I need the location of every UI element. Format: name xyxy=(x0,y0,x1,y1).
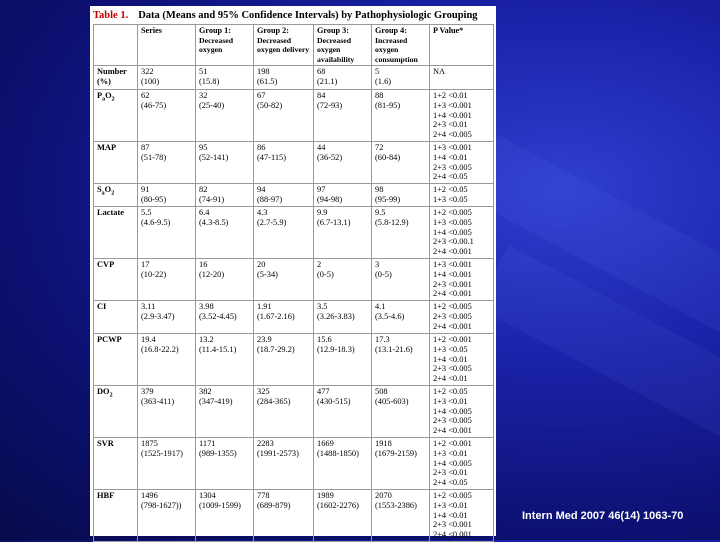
cell-confidence-interval: (12.9-18.3) xyxy=(317,344,355,354)
cell-confidence-interval: (989-1355) xyxy=(199,448,237,458)
table-row xyxy=(94,184,494,207)
column-header-subtitle: Decreased oxygen xyxy=(199,35,234,55)
cell-mean: 1496 xyxy=(141,491,158,501)
column-header-name: Series xyxy=(141,26,162,35)
cell-mean: 51 xyxy=(199,67,208,77)
row-label: $S_aO_2$ xyxy=(94,184,138,207)
p-value: 2+4 <0.005 xyxy=(433,129,472,139)
cell-confidence-interval: (1.6) xyxy=(375,76,392,86)
cell-confidence-interval: (3.52-4.45) xyxy=(199,311,237,321)
p-value-cell xyxy=(430,438,494,490)
cell-confidence-interval: (798-1627)) xyxy=(141,500,182,510)
column-header xyxy=(314,25,372,66)
p-value: 1+2 <0.005 xyxy=(433,491,472,501)
p-value: 1+3 <0.001 xyxy=(433,100,472,110)
p-value: 1+3 <0.01 xyxy=(433,396,468,406)
column-header xyxy=(430,25,494,66)
cell-confidence-interval: (25-40) xyxy=(199,100,225,110)
cell-mean: 91 xyxy=(141,185,150,195)
cell-mean: 98 xyxy=(375,185,384,195)
cell-mean: 87 xyxy=(141,143,150,153)
cell-mean: 379 xyxy=(141,387,154,397)
cell-mean: 9.9 xyxy=(317,208,328,218)
cell-confidence-interval: (88-97) xyxy=(257,194,283,204)
p-value: 1+3 <0.005 xyxy=(433,217,472,227)
column-header xyxy=(254,25,314,66)
row-label: $P_aO_2$ xyxy=(94,90,138,142)
table-cell xyxy=(372,386,430,438)
p-value: 1+2 <0.05 xyxy=(433,387,468,397)
cell-confidence-interval: (347-419) xyxy=(199,396,233,406)
cell-confidence-interval: (1991-2573) xyxy=(257,448,299,458)
p-value: 1+4 <0.01 xyxy=(433,152,468,162)
table-cell xyxy=(314,90,372,142)
cell-confidence-interval: (1525-1917) xyxy=(141,448,183,458)
cell-confidence-interval: (3.26-3.83) xyxy=(317,311,355,321)
cell-mean: 2 xyxy=(317,260,322,270)
table-row xyxy=(94,66,494,90)
p-value: 2+3 <0.005 xyxy=(433,364,472,374)
table-cell xyxy=(138,66,196,90)
p-value: 2+4 <0.05 xyxy=(433,172,468,182)
cell-mean: 4.3 xyxy=(257,208,268,218)
p-value-cell xyxy=(430,386,494,438)
row-label: $DO_2$ xyxy=(94,386,138,438)
table-cell xyxy=(372,90,430,142)
cell-mean: 508 xyxy=(375,387,388,397)
table-cell xyxy=(138,490,196,542)
column-header-subtitle: Increased oxygen consumption xyxy=(375,35,418,64)
p-value: 1+2 <0.05 xyxy=(433,185,468,195)
row-label: MAP xyxy=(94,142,138,184)
p-value: 1+3 <0.01 xyxy=(433,500,468,510)
table-cell xyxy=(196,90,254,142)
cell-confidence-interval: (0-5) xyxy=(375,269,392,279)
table-cell xyxy=(196,142,254,184)
table-cell xyxy=(138,207,196,259)
p-value-cell xyxy=(430,207,494,259)
table-cell xyxy=(196,184,254,207)
column-header xyxy=(138,25,196,66)
p-value: 1+2 <0.005 xyxy=(433,208,472,218)
p-value: 1+3 <0.05 xyxy=(433,194,468,204)
cell-confidence-interval: (6.7-13.1) xyxy=(317,217,351,227)
cell-mean: 477 xyxy=(317,387,330,397)
cell-confidence-interval: (16.8-22.2) xyxy=(141,344,179,354)
cell-confidence-interval: (3.5-4.6) xyxy=(375,311,405,321)
cell-confidence-interval: (689-879) xyxy=(257,500,291,510)
table-cell xyxy=(254,490,314,542)
cell-mean: 32 xyxy=(199,91,208,101)
p-value: NA xyxy=(433,67,446,77)
table-cell xyxy=(372,259,430,301)
p-value: 1+2 <0.005 xyxy=(433,302,472,312)
table-cell xyxy=(314,207,372,259)
cell-mean: 1171 xyxy=(199,439,216,449)
table-cell xyxy=(314,142,372,184)
cell-mean: 19.4 xyxy=(141,335,156,345)
table-row xyxy=(94,438,494,490)
p-value-cell xyxy=(430,259,494,301)
table-number: Table 1. xyxy=(93,10,129,21)
table-row xyxy=(94,90,494,142)
cell-mean: 23.9 xyxy=(257,335,272,345)
p-value: 1+3 <0.01 xyxy=(433,448,468,458)
cell-confidence-interval: (36-52) xyxy=(317,152,343,162)
p-value: 2+4 <0.05 xyxy=(433,477,468,487)
table-cell xyxy=(314,301,372,334)
cell-confidence-interval: (1602-2276) xyxy=(317,500,359,510)
p-value: 1+2 <0.001 xyxy=(433,335,472,345)
cell-mean: 5 xyxy=(375,67,380,77)
cell-mean: 1669 xyxy=(317,439,334,449)
data-table xyxy=(93,24,494,542)
table-cell xyxy=(314,334,372,386)
cell-confidence-interval: (95-99) xyxy=(375,194,401,204)
table-cell xyxy=(196,438,254,490)
table-cell xyxy=(254,334,314,386)
cell-mean: 3 xyxy=(375,260,380,270)
column-header xyxy=(196,25,254,66)
cell-confidence-interval: (18.7-29.2) xyxy=(257,344,295,354)
table-cell xyxy=(138,184,196,207)
cell-mean: 62 xyxy=(141,91,150,101)
column-header xyxy=(94,25,138,66)
table-cell xyxy=(196,259,254,301)
column-header-subtitle: Decreased oxygen availability xyxy=(317,35,355,64)
table-cell xyxy=(138,438,196,490)
cell-mean: 15.6 xyxy=(317,335,332,345)
p-value-cell xyxy=(430,90,494,142)
citation: Intern Med 2007 46(14) 1063-70 xyxy=(522,510,684,522)
table-row xyxy=(94,386,494,438)
p-value: 1+2 <0.01 xyxy=(433,91,468,101)
cell-mean: 67 xyxy=(257,91,266,101)
cell-confidence-interval: (74-91) xyxy=(199,194,225,204)
p-value: 1+4 <0.005 xyxy=(433,227,472,237)
p-value: 2+3 <0.00.1 xyxy=(433,237,474,247)
cell-confidence-interval: (4.3-8.5) xyxy=(199,217,229,227)
p-value: 1+3 <0.05 xyxy=(433,344,468,354)
table-row xyxy=(94,334,494,386)
column-header-name: Group 3: xyxy=(317,26,349,35)
table-caption xyxy=(93,10,493,21)
cell-mean: 382 xyxy=(199,387,212,397)
cell-mean: 84 xyxy=(317,91,326,101)
cell-mean: 5.5 xyxy=(141,208,152,218)
table-row xyxy=(94,142,494,184)
p-value: 2+3 <0.005 xyxy=(433,162,472,172)
table-cell xyxy=(138,334,196,386)
cell-mean: 13.2 xyxy=(199,335,214,345)
p-value-cell xyxy=(430,334,494,386)
row-label: Number (%) xyxy=(94,66,138,90)
table-row xyxy=(94,301,494,334)
column-header-name: Group 1: xyxy=(199,26,231,35)
row-label: SVR xyxy=(94,438,138,490)
p-value-cell xyxy=(430,142,494,184)
table-cell xyxy=(196,490,254,542)
cell-mean: 322 xyxy=(141,67,154,77)
cell-confidence-interval: (10-22) xyxy=(141,269,167,279)
cell-mean: 198 xyxy=(257,67,270,77)
cell-confidence-interval: (1.67-2.16) xyxy=(257,311,295,321)
table-cell xyxy=(138,301,196,334)
table-cell xyxy=(138,142,196,184)
p-value: 2+3 <0.001 xyxy=(433,520,472,530)
p-value: 2+4 <0.001 xyxy=(433,289,472,299)
cell-confidence-interval: (2.7-5.9) xyxy=(257,217,287,227)
table-cell xyxy=(196,334,254,386)
cell-confidence-interval: (284-365) xyxy=(257,396,291,406)
column-header xyxy=(372,25,430,66)
column-header-name: P Value* xyxy=(433,26,464,35)
cell-confidence-interval: (1553-2386) xyxy=(375,500,417,510)
p-value: 2+3 <0.01 xyxy=(433,120,468,130)
cell-confidence-interval: (12-20) xyxy=(199,269,225,279)
table-cell xyxy=(196,386,254,438)
cell-mean: 16 xyxy=(199,260,208,270)
table-cell xyxy=(372,438,430,490)
table-cell xyxy=(254,386,314,438)
p-value: 2+4 <0.001 xyxy=(433,321,472,331)
cell-mean: 778 xyxy=(257,491,270,501)
cell-mean: 1989 xyxy=(317,491,334,501)
table-cell xyxy=(254,259,314,301)
cell-confidence-interval: (60-84) xyxy=(375,152,401,162)
cell-confidence-interval: (0-5) xyxy=(317,269,334,279)
cell-confidence-interval: (15.8) xyxy=(199,76,220,86)
cell-confidence-interval: (11.4-15.1) xyxy=(199,344,237,354)
p-value: 2+4 <0.001 xyxy=(433,246,472,256)
table-cell xyxy=(314,66,372,90)
cell-mean: 94 xyxy=(257,185,266,195)
cell-mean: 95 xyxy=(199,143,208,153)
p-value-cell xyxy=(430,66,494,90)
table-cell xyxy=(196,301,254,334)
row-label: PCWP xyxy=(94,334,138,386)
cell-mean: 2070 xyxy=(375,491,392,501)
cell-confidence-interval: (4.6-9.5) xyxy=(141,217,171,227)
table-cell xyxy=(254,207,314,259)
cell-mean: 72 xyxy=(375,143,384,153)
p-value: 2+3 <0.001 xyxy=(433,279,472,289)
table-cell xyxy=(254,438,314,490)
p-value: 1+4 <0.001 xyxy=(433,269,472,279)
p-value: 2+3 <0.005 xyxy=(433,311,472,321)
p-value: 1+2 <0.001 xyxy=(433,439,472,449)
cell-mean: 4.1 xyxy=(375,302,386,312)
row-label: CI xyxy=(94,301,138,334)
table-cell xyxy=(254,301,314,334)
table-cell xyxy=(138,386,196,438)
table-cell xyxy=(138,90,196,142)
cell-confidence-interval: (405-603) xyxy=(375,396,409,406)
table-cell xyxy=(314,386,372,438)
cell-mean: 17.3 xyxy=(375,335,390,345)
table-cell xyxy=(138,259,196,301)
p-value: 1+4 <0.01 xyxy=(433,510,468,520)
cell-confidence-interval: (51-78) xyxy=(141,152,167,162)
cell-mean: 9.5 xyxy=(375,208,386,218)
header-row xyxy=(94,25,494,66)
table-cell xyxy=(372,490,430,542)
column-header-name: Group 2: xyxy=(257,26,289,35)
table-cell xyxy=(372,184,430,207)
cell-mean: 3.11 xyxy=(141,302,156,312)
p-value-cell xyxy=(430,301,494,334)
table-cell xyxy=(254,142,314,184)
cell-mean: 86 xyxy=(257,143,266,153)
cell-confidence-interval: (47-115) xyxy=(257,152,286,162)
cell-confidence-interval: (1488-1850) xyxy=(317,448,359,458)
cell-mean: 44 xyxy=(317,143,326,153)
p-value: 1+4 <0.01 xyxy=(433,354,468,364)
cell-mean: 1.91 xyxy=(257,302,272,312)
table-title: Data (Means and 95% Confidence Intervals) by Pathophysiologic Grouping xyxy=(138,10,478,21)
cell-mean: 1875 xyxy=(141,439,158,449)
table-row xyxy=(94,207,494,259)
table-cell xyxy=(314,438,372,490)
cell-confidence-interval: (5.8-12.9) xyxy=(375,217,409,227)
cell-mean: 6.4 xyxy=(199,208,210,218)
cell-mean: 82 xyxy=(199,185,208,195)
cell-mean: 325 xyxy=(257,387,270,397)
cell-mean: 2283 xyxy=(257,439,274,449)
p-value: 2+4 <0.001 xyxy=(433,425,472,435)
cell-mean: 20 xyxy=(257,260,266,270)
cell-confidence-interval: (72-93) xyxy=(317,100,343,110)
cell-mean: 1304 xyxy=(199,491,216,501)
p-value: 1+4 <0.005 xyxy=(433,406,472,416)
p-value: 1+4 <0.005 xyxy=(433,458,472,468)
row-label: CVP xyxy=(94,259,138,301)
table-cell xyxy=(254,184,314,207)
table-cell xyxy=(196,66,254,90)
cell-confidence-interval: (2.9-3.47) xyxy=(141,311,175,321)
p-value: 2+4 <0.01 xyxy=(433,373,468,383)
table-cell xyxy=(196,207,254,259)
column-header-subtitle: Decreased oxygen delivery xyxy=(257,35,310,55)
p-value: 1+3 <0.001 xyxy=(433,260,472,270)
table-cell xyxy=(372,301,430,334)
p-value: 1+4 <0.001 xyxy=(433,110,472,120)
table-cell xyxy=(314,490,372,542)
cell-confidence-interval: (52-141) xyxy=(199,152,229,162)
cell-mean: 1918 xyxy=(375,439,392,449)
table-cell xyxy=(254,90,314,142)
cell-confidence-interval: (21.1) xyxy=(317,76,338,86)
cell-confidence-interval: (5-34) xyxy=(257,269,278,279)
cell-mean: 17 xyxy=(141,260,150,270)
table-cell xyxy=(314,259,372,301)
cell-confidence-interval: (50-82) xyxy=(257,100,283,110)
table-row xyxy=(94,490,494,542)
cell-confidence-interval: (81-95) xyxy=(375,100,401,110)
cell-mean: 3.5 xyxy=(317,302,328,312)
cell-confidence-interval: (94-98) xyxy=(317,194,343,204)
cell-mean: 88 xyxy=(375,91,384,101)
cell-confidence-interval: (46-75) xyxy=(141,100,167,110)
cell-confidence-interval: (430-515) xyxy=(317,396,351,406)
row-label: Lactate xyxy=(94,207,138,259)
p-value: 2+3 <0.01 xyxy=(433,468,468,478)
cell-mean: 3.98 xyxy=(199,302,214,312)
table-cell xyxy=(254,66,314,90)
table-document xyxy=(90,6,496,539)
cell-confidence-interval: (80-95) xyxy=(141,194,167,204)
cell-mean: 97 xyxy=(317,185,326,195)
table-cell xyxy=(314,184,372,207)
table-cell xyxy=(372,66,430,90)
table-cell xyxy=(372,142,430,184)
p-value: 2+4 <0.001 xyxy=(433,529,472,539)
cell-mean: 68 xyxy=(317,67,326,77)
table-cell xyxy=(372,207,430,259)
cell-confidence-interval: (13.1-21.6) xyxy=(375,344,413,354)
p-value: 2+3 <0.005 xyxy=(433,416,472,426)
table-row xyxy=(94,259,494,301)
table-cell xyxy=(372,334,430,386)
cell-confidence-interval: (363-411) xyxy=(141,396,175,406)
cell-confidence-interval: (61.5) xyxy=(257,76,278,86)
p-value: 1+3 <0.001 xyxy=(433,143,472,153)
column-header-name: Group 4: xyxy=(375,26,407,35)
cell-confidence-interval: (1009-1599) xyxy=(199,500,241,510)
cell-confidence-interval: (1679-2159) xyxy=(375,448,417,458)
row-label: HBF xyxy=(94,490,138,542)
p-value-cell xyxy=(430,490,494,542)
p-value-cell xyxy=(430,184,494,207)
cell-confidence-interval: (100) xyxy=(141,76,160,86)
